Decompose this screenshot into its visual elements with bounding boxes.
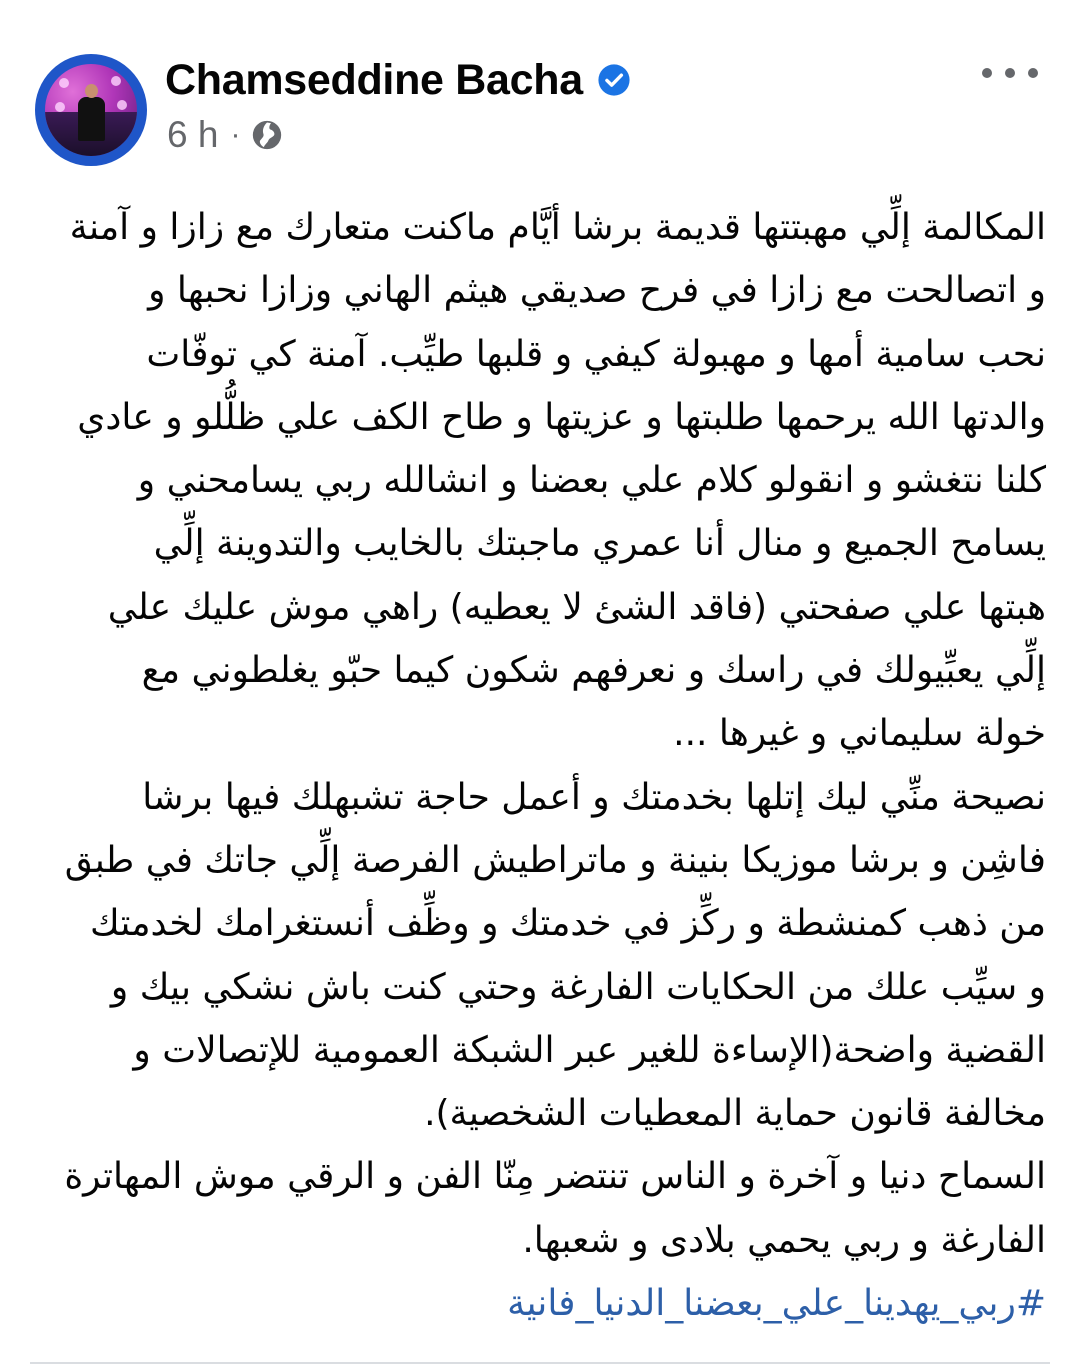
post-text-line: كلنا نتغشو و انقولو كلام علي بعضنا و انشالله ربي يسامحني و: [137, 460, 1046, 502]
post-text-line: مخالفة قانون حماية المعطيات الشخصية).: [424, 1093, 1046, 1135]
avatar-stage-light: [111, 76, 121, 86]
author-name[interactable]: Chamseddine Bacha: [165, 55, 583, 104]
avatar-stage-light: [117, 100, 127, 110]
author-name-row: [165, 52, 631, 108]
post-text-line: نصيحة منِّي ليك إتلها بخدمتك و أعمل حاجة تشبهلك فيها برشا: [142, 776, 1046, 818]
post-text-line: فاشِن و برشا موزيكا بنينة و ماتراطيش الفرصة إلِّي جاتك في طبق: [64, 839, 1046, 881]
avatar-stage-light: [55, 102, 65, 112]
post-text: [28, 196, 1046, 1335]
post-text-line: القضية واضحة(الإساءة للغير عبر الشبكة العمومية للإتصالات و: [133, 1029, 1046, 1071]
avatar-stage-light: [59, 78, 69, 88]
post-text-line: والدتها الله يرحمها طلبتها و عزيتها و طاح الكف علي ظلُّلو و عادي: [77, 396, 1046, 438]
post-text-line: خولة سليماني و غيرها ...: [673, 713, 1046, 755]
post-text-line: من ذهب كمنشطة و ركِّز في خدمتك و وظِّف أنستغرامك لخدمتك: [89, 903, 1046, 945]
more-dot-icon: [1005, 68, 1015, 78]
post-timestamp[interactable]: 6 h: [167, 114, 219, 155]
more-dot-icon: [982, 68, 992, 78]
more-dot-icon: [1028, 68, 1038, 78]
verified-badge-icon: [597, 63, 631, 97]
post-text-line: إلِّي يعبِّيولك في راسك و نعرفهم شكون كيما حبّو يغلطوني مع: [141, 650, 1046, 692]
more-options-button[interactable]: [982, 58, 1038, 88]
post-text-line: المكالمة إلِّي مهبتتها قديمة برشا أيَّام ماكنت متعارك مع زازا و آمنة: [69, 207, 1046, 248]
post-text-line: و اتصالحت مع زازا في فرح صديقي هيثم الهاني وزازا نحبها و: [148, 270, 1046, 312]
globe-icon[interactable]: [250, 118, 284, 152]
author-avatar[interactable]: [35, 54, 147, 166]
post-text-line: نحب سامية أمها و مهبولة كيفي و قلبها طيِّب. آمنة كي توفّات: [146, 333, 1046, 375]
post-text-line: هبتها علي صفحتي (فاقد الشئ لا يعطيه) راهي موش عليك علي: [107, 586, 1046, 628]
post-divider: [30, 1362, 1050, 1364]
post-text-line: السماح دنيا و آخرة و الناس تنتضر مِنّا الفن و الرقي موش المهاترة: [64, 1156, 1046, 1198]
meta-separator: ·: [230, 118, 241, 151]
post-header: [0, 0, 1080, 175]
post-text-line: يسامح الجميع و منال أنا عمري ماجبتك بالخايب والتدوينة إلِّي: [153, 523, 1046, 565]
avatar-photo: [45, 64, 137, 156]
post-text-line: الفارغة و ربي يحمي بلادى و شعبها.: [522, 1219, 1046, 1261]
post-meta: [167, 108, 284, 162]
avatar-person-body: [78, 97, 105, 141]
hashtag-link[interactable]: #ربي_يهدينا_علي_بعضنا_الدنيا_فانية: [507, 1283, 1046, 1325]
post-text-line: و سيِّب علك من الحكايات الفارغة وحتي كنت باش نشكي بيك و: [110, 966, 1046, 1008]
avatar-person-head: [85, 84, 98, 98]
